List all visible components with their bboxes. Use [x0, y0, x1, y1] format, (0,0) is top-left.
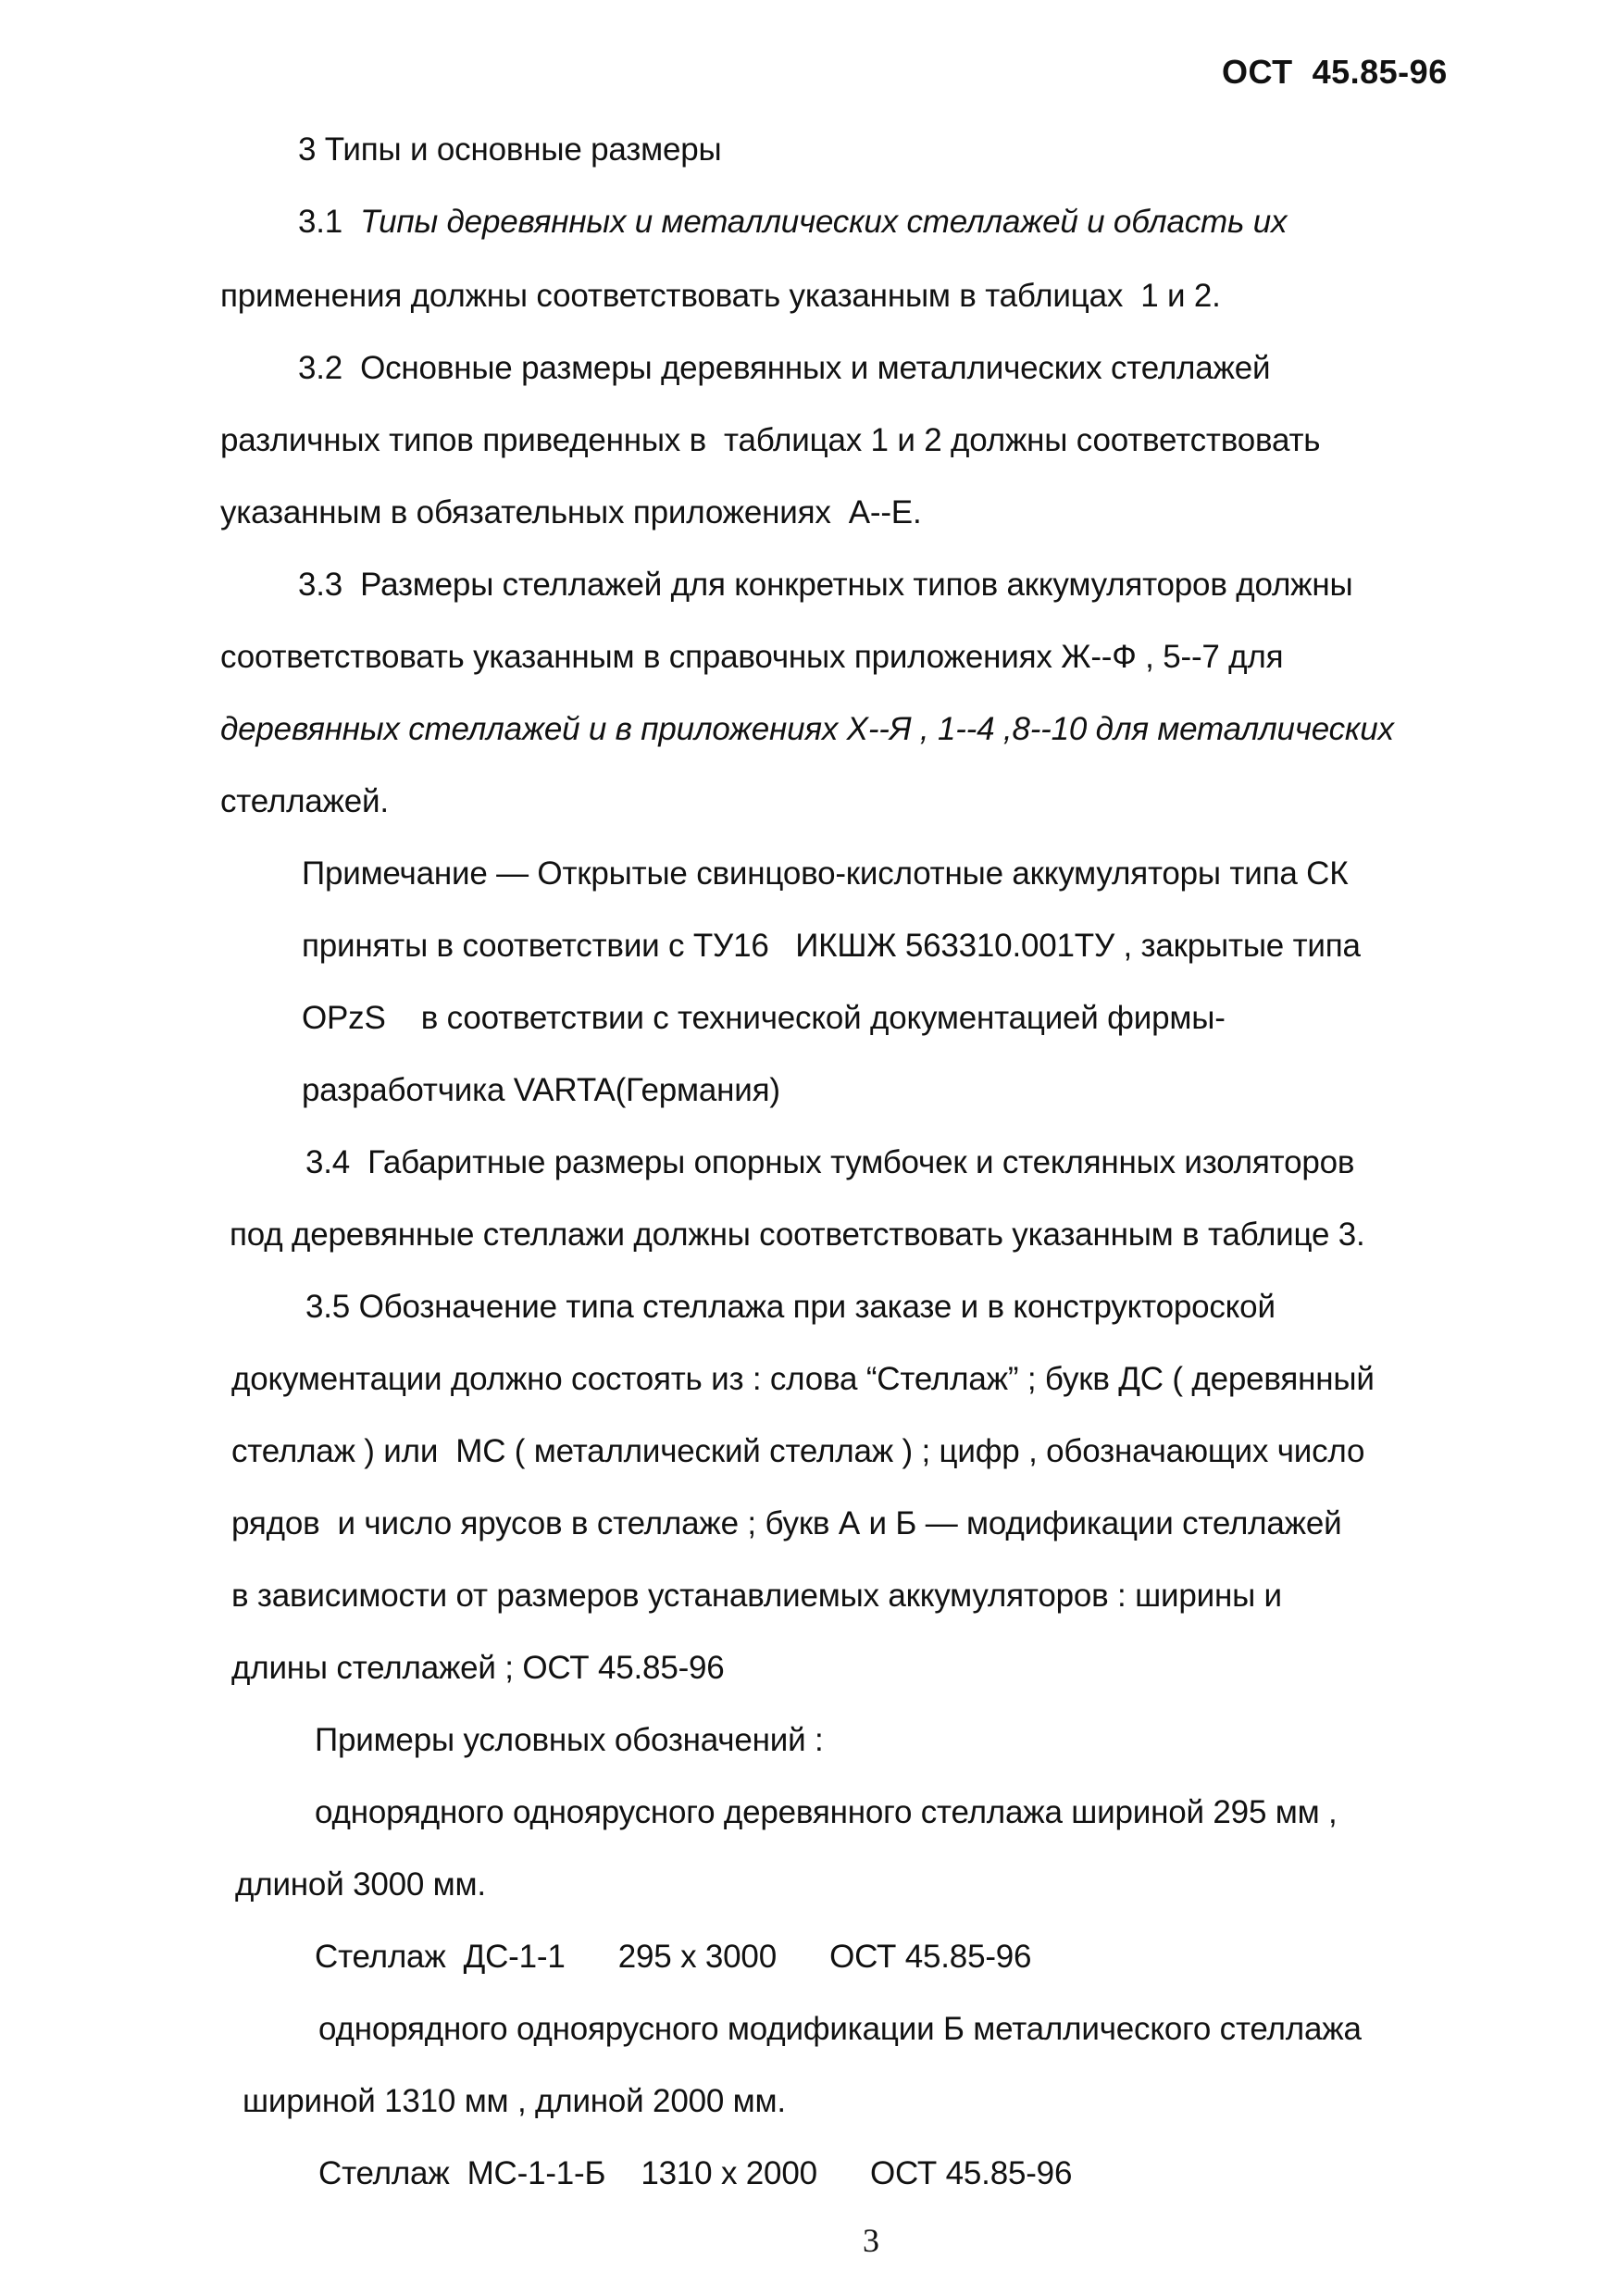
- example-2-line-1: однорядного одноярусного модификации Б металлического стеллажа: [318, 2011, 1362, 2047]
- clause-text-italic: Типы деревянных и металлических стеллажей и область их: [360, 204, 1288, 240]
- paragraph-3-5-line-3: стеллаж ) или МС ( металлический стеллаж ) ; цифр , обозначающих число: [231, 1433, 1365, 1469]
- paragraph-3-5-line-1: 3.5 Обозначение типа стеллажа при заказе и в конструктороской: [305, 1289, 1276, 1325]
- paragraph-3-3-line-1: 3.3 Размеры стеллажей для конкретных типов аккумуляторов должны: [298, 567, 1353, 603]
- paragraph-3-5-line-6: длины стеллажей ; ОСТ 45.85-96: [231, 1650, 725, 1686]
- paragraph-3-3-line-2: соответствовать указанным в справочных приложениях Ж--Ф , 5--7 для: [220, 639, 1284, 675]
- paragraph-3-2-line-1: 3.2 Основные размеры деревянных и металлических стеллажей: [298, 350, 1271, 386]
- example-1-line-1: однорядного одноярусного деревянного стеллажа шириной 295 мм ,: [315, 1794, 1338, 1830]
- paragraph-3-5-line-4: рядов и число ярусов в стеллаже ; букв А и Б — модификации стеллажей: [231, 1505, 1342, 1541]
- clause-number: 3.1: [298, 204, 361, 240]
- note-line-4: разработчика VARTA(Германия): [302, 1072, 780, 1108]
- example-2-designation: Стеллаж МС-1-1-Б 1310 х 2000 ОСТ 45.85-96: [318, 2155, 1073, 2191]
- paragraph-3-3-line-4: стеллажей.: [220, 783, 389, 819]
- section-title: 3 Типы и основные размеры: [298, 131, 722, 168]
- paragraph-3-5-line-5: в зависимости от размеров устанавлиемых аккумуляторов : ширины и: [231, 1578, 1282, 1614]
- paragraph-3-5-line-2: документации должно состоять из : слова “Стеллаж” ; букв ДС ( деревянный: [231, 1361, 1375, 1397]
- note-line-2: приняты в соответствии с ТУ16 ИКШЖ 563310.001ТУ , закрытые типа: [302, 928, 1361, 964]
- paragraph-3-1-line-2: применения должны соответствовать указанным в таблицах 1 и 2.: [220, 278, 1221, 314]
- paragraph-3-4-line-1: 3.4 Габаритные размеры опорных тумбочек и стеклянных изоляторов: [305, 1144, 1355, 1180]
- paragraph-3-2-line-2: различных типов приведенных в таблицах 1 и 2 должны соответствовать: [220, 422, 1321, 458]
- document-code-header: ОСТ 45.85-96: [1222, 53, 1448, 91]
- paragraph-3-3-line-3: деревянных стеллажей и в приложениях Х--Я , 1--4 ,8--10 для металлических: [220, 711, 1394, 747]
- paragraph-3-1-line-1: [298, 204, 1287, 241]
- example-2-line-2: шириной 1310 мм , длиной 2000 мм.: [243, 2083, 786, 2119]
- note-line-3: OPzS в соответствии с технической документацией фирмы-: [302, 1000, 1226, 1036]
- paragraph-3-4-line-2: под деревянные стеллажи должны соответствовать указанным в таблице 3.: [230, 1217, 1365, 1253]
- examples-title: Примеры условных обозначений :: [315, 1722, 824, 1758]
- page-number: 3: [863, 2222, 879, 2259]
- note-line-1: Примечание — Открытые свинцово-кислотные аккумуляторы типа СК: [302, 855, 1349, 892]
- paragraph-3-2-line-3: указанным в обязательных приложениях А--Е.: [220, 494, 922, 530]
- example-1-designation: Стеллаж ДС-1-1 295 х 3000 ОСТ 45.85-96: [315, 1939, 1032, 1975]
- example-1-line-2: длиной 3000 мм.: [235, 1866, 486, 1903]
